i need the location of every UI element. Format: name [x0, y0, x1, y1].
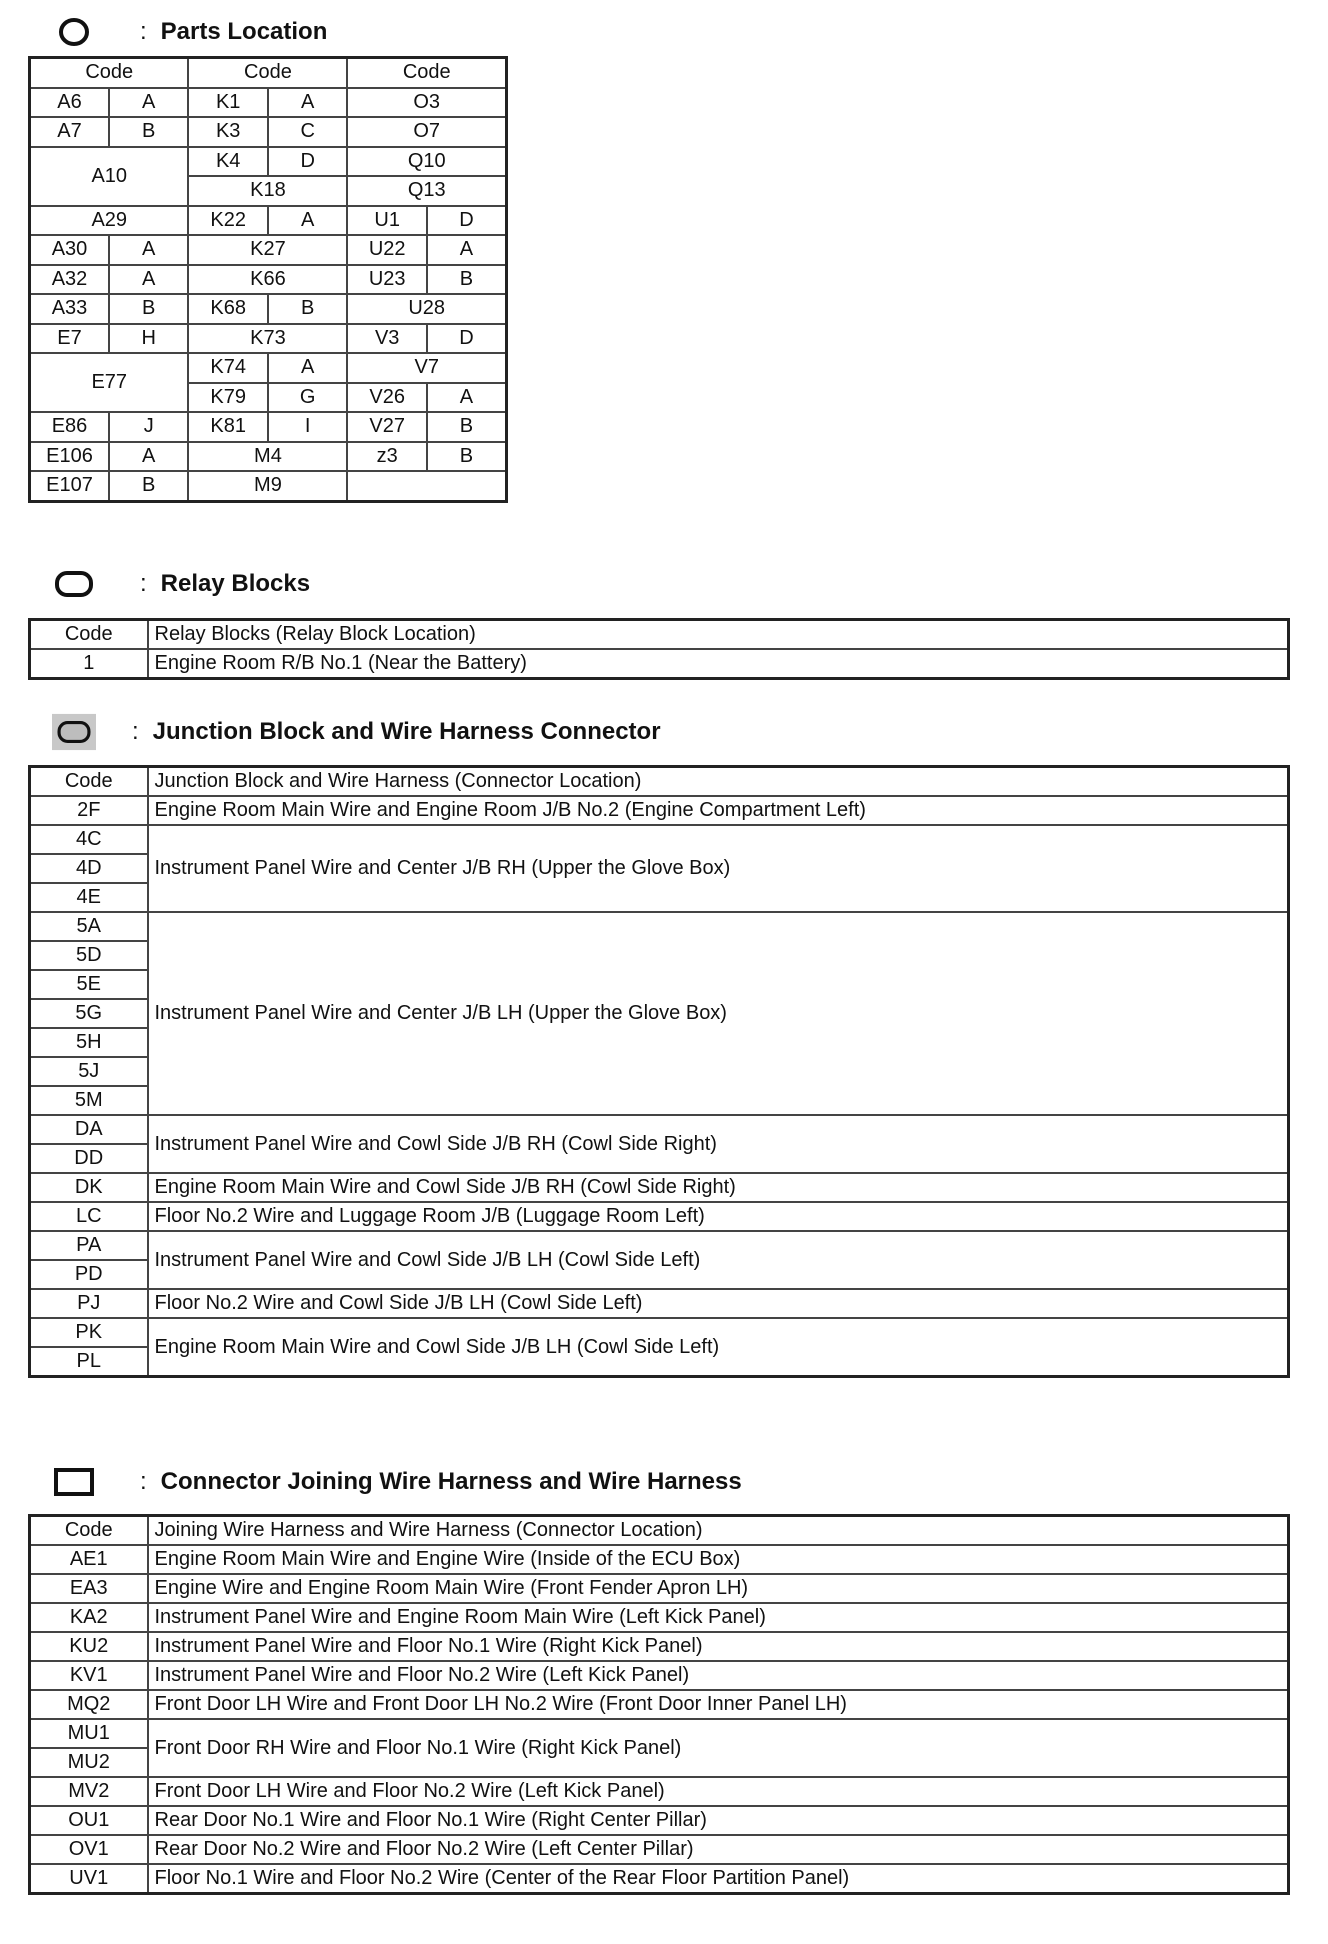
code-cell: 4E: [30, 883, 148, 912]
connector-cell: B: [427, 265, 507, 295]
table-header-row: [30, 58, 507, 88]
code-cell: V26: [347, 383, 426, 413]
connector-cell: B: [109, 294, 188, 324]
shaded-rounded-rect-icon: [52, 717, 96, 747]
connector-cell: A: [427, 235, 507, 265]
code-cell: K68: [188, 294, 267, 324]
code-cell: PJ: [30, 1289, 148, 1318]
code-cell: K73: [188, 324, 347, 354]
code-cell: KA2: [30, 1603, 148, 1632]
table-row: [30, 147, 507, 177]
desc-cell: Floor No.2 Wire and Cowl Side J/B LH (Cowl Side Left): [148, 1289, 1289, 1318]
code-cell: 1: [30, 649, 148, 679]
table-row: [30, 412, 507, 442]
section-title: Junction Block and Wire Harness Connector: [152, 718, 661, 745]
header-desc: Relay Blocks (Relay Block Location): [148, 620, 1289, 650]
code-cell: K81: [188, 412, 267, 442]
code-cell: 4C: [30, 825, 148, 854]
connector-cell: J: [109, 412, 188, 442]
connector-cell: I: [268, 412, 347, 442]
desc-cell: Engine Room Main Wire and Engine Room J/B No.2 (Engine Compartment Left): [148, 796, 1289, 825]
parts-location-heading: : Parts Location: [52, 14, 327, 50]
connector-cell: D: [268, 147, 347, 177]
connector-cell: A: [427, 383, 507, 413]
table-row: [30, 294, 507, 324]
desc-cell: Engine Room Main Wire and Cowl Side J/B RH (Cowl Side Right): [148, 1173, 1289, 1202]
table-row: [30, 471, 507, 501]
table-header-row: [30, 620, 1289, 650]
code-cell: 5M: [30, 1086, 148, 1115]
code-cell: MU1: [30, 1719, 148, 1748]
desc-cell: Instrument Panel Wire and Engine Room Main Wire (Left Kick Panel): [148, 1603, 1289, 1632]
connector-joining-heading: : Connector Joining Wire Harness and Wire Harness: [52, 1464, 742, 1500]
rounded-rect-icon: [52, 569, 96, 599]
table-row: [30, 324, 507, 354]
table-header-row: [30, 1516, 1289, 1546]
code-cell: Q13: [347, 176, 506, 206]
table-row: [30, 1661, 1289, 1690]
code-cell: 5J: [30, 1057, 148, 1086]
code-cell: MQ2: [30, 1690, 148, 1719]
connector-cell: D: [427, 206, 507, 236]
code-cell: 5E: [30, 970, 148, 999]
desc-cell: Instrument Panel Wire and Cowl Side J/B LH (Cowl Side Left): [148, 1231, 1289, 1289]
code-cell: K79: [188, 383, 267, 413]
desc-cell: Engine Room Main Wire and Cowl Side J/B LH (Cowl Side Left): [148, 1318, 1289, 1377]
header-code: Code: [30, 620, 148, 650]
code-cell: 5D: [30, 941, 148, 970]
desc-cell: Instrument Panel Wire and Center J/B LH (Upper the Glove Box): [148, 912, 1289, 1115]
connector-cell: A: [109, 88, 188, 118]
code-cell: MU2: [30, 1748, 148, 1777]
table-row: [30, 88, 507, 118]
code-cell: V7: [347, 353, 506, 383]
code-cell: E7: [30, 324, 109, 354]
relay-blocks-heading: : Relay Blocks: [52, 566, 310, 602]
connector-cell: H: [109, 324, 188, 354]
code-cell: DK: [30, 1173, 148, 1202]
code-cell: OU1: [30, 1806, 148, 1835]
code-cell: E107: [30, 471, 109, 501]
code-cell: O3: [347, 88, 506, 118]
code-cell: A29: [30, 206, 189, 236]
code-cell: E77: [30, 353, 189, 412]
code-cell: K66: [188, 265, 347, 295]
table-row: [30, 1835, 1289, 1864]
code-cell: z3: [347, 442, 426, 472]
rectangle-icon: [52, 1467, 96, 1497]
code-cell: KV1: [30, 1661, 148, 1690]
desc-cell: Front Door LH Wire and Floor No.2 Wire (Left Kick Panel): [148, 1777, 1289, 1806]
desc-cell: Front Door RH Wire and Floor No.1 Wire (Right Kick Panel): [148, 1719, 1289, 1777]
code-cell: 2F: [30, 796, 148, 825]
code-cell: U22: [347, 235, 426, 265]
desc-cell: Rear Door No.1 Wire and Floor No.1 Wire (Right Center Pillar): [148, 1806, 1289, 1835]
connector-cell: C: [268, 117, 347, 147]
table-row: [30, 1231, 1289, 1260]
table-row: [30, 1603, 1289, 1632]
code-cell: PD: [30, 1260, 148, 1289]
connector-cell: B: [268, 294, 347, 324]
table-row: [30, 912, 1289, 941]
desc-cell: Instrument Panel Wire and Center J/B RH (Upper the Glove Box): [148, 825, 1289, 912]
code-cell: V3: [347, 324, 426, 354]
code-cell: K22: [188, 206, 267, 236]
code-cell: 4D: [30, 854, 148, 883]
code-cell: DD: [30, 1144, 148, 1173]
connector-cell: A: [268, 88, 347, 118]
code-cell: K3: [188, 117, 267, 147]
table-header-row: [30, 767, 1289, 797]
code-cell: V27: [347, 412, 426, 442]
connector-cell: A: [109, 235, 188, 265]
code-cell: EA3: [30, 1574, 148, 1603]
code-cell: K74: [188, 353, 267, 383]
code-cell: PK: [30, 1318, 148, 1347]
section-title: Connector Joining Wire Harness and Wire Harness: [160, 1468, 742, 1495]
table-row: [30, 1632, 1289, 1661]
header-code: Code: [30, 767, 148, 797]
parts-location-table: [28, 56, 508, 503]
connector-cell: G: [268, 383, 347, 413]
desc-cell: Floor No.1 Wire and Floor No.2 Wire (Center of the Rear Floor Partition Panel): [148, 1864, 1289, 1894]
junction-block-heading: : Junction Block and Wire Harness Connector: [52, 714, 661, 750]
code-cell: Q10: [347, 147, 506, 177]
code-cell: OV1: [30, 1835, 148, 1864]
code-cell: K1: [188, 88, 267, 118]
desc-cell: Instrument Panel Wire and Cowl Side J/B RH (Cowl Side Right): [148, 1115, 1289, 1173]
code-cell: 5G: [30, 999, 148, 1028]
table-row: [30, 649, 1289, 679]
desc-cell: Front Door LH Wire and Front Door LH No.2 Wire (Front Door Inner Panel LH): [148, 1690, 1289, 1719]
table-row: [30, 1719, 1289, 1748]
desc-cell: Engine Wire and Engine Room Main Wire (Front Fender Apron LH): [148, 1574, 1289, 1603]
table-row: [30, 442, 507, 472]
connector-cell: A: [268, 353, 347, 383]
relay-blocks-table: [28, 618, 1290, 680]
junction-block-table: [28, 765, 1290, 1378]
table-row: [30, 1690, 1289, 1719]
desc-cell: Instrument Panel Wire and Floor No.2 Wire (Left Kick Panel): [148, 1661, 1289, 1690]
connector-joining-table: [28, 1514, 1290, 1895]
table-row: [30, 825, 1289, 854]
table-row: [30, 796, 1289, 825]
section-title: Parts Location: [160, 18, 328, 45]
desc-cell: Engine Room Main Wire and Engine Wire (Inside of the ECU Box): [148, 1545, 1289, 1574]
table-row: [30, 1777, 1289, 1806]
code-cell: AE1: [30, 1545, 148, 1574]
header-code: Code: [30, 58, 189, 88]
code-cell: PL: [30, 1347, 148, 1377]
code-cell: [347, 471, 506, 501]
connector-cell: B: [427, 442, 507, 472]
code-cell: A6: [30, 88, 109, 118]
connector-cell: B: [109, 471, 188, 501]
desc-cell: Engine Room R/B No.1 (Near the Battery): [148, 649, 1289, 679]
connector-cell: D: [427, 324, 507, 354]
code-cell: E86: [30, 412, 109, 442]
code-cell: M4: [188, 442, 347, 472]
connector-cell: A: [109, 442, 188, 472]
code-cell: A7: [30, 117, 109, 147]
code-cell: LC: [30, 1202, 148, 1231]
connector-cell: A: [109, 265, 188, 295]
code-cell: DA: [30, 1115, 148, 1144]
header-code: Code: [347, 58, 506, 88]
table-row: [30, 353, 507, 383]
table-row: [30, 1318, 1289, 1347]
code-cell: PA: [30, 1231, 148, 1260]
code-cell: A10: [30, 147, 189, 206]
code-cell: U1: [347, 206, 426, 236]
connector-cell: B: [109, 117, 188, 147]
code-cell: K4: [188, 147, 267, 177]
code-cell: M9: [188, 471, 347, 501]
code-cell: A30: [30, 235, 109, 265]
code-cell: KU2: [30, 1632, 148, 1661]
table-row: [30, 1864, 1289, 1894]
table-row: [30, 117, 507, 147]
code-cell: K27: [188, 235, 347, 265]
code-cell: O7: [347, 117, 506, 147]
table-row: [30, 206, 507, 236]
table-row: [30, 1574, 1289, 1603]
circle-icon: [52, 17, 96, 47]
code-cell: 5H: [30, 1028, 148, 1057]
desc-cell: Floor No.2 Wire and Luggage Room J/B (Luggage Room Left): [148, 1202, 1289, 1231]
desc-cell: Rear Door No.2 Wire and Floor No.2 Wire (Left Center Pillar): [148, 1835, 1289, 1864]
table-row: [30, 235, 507, 265]
header-code: Code: [30, 1516, 148, 1546]
code-cell: A32: [30, 265, 109, 295]
header-desc: Joining Wire Harness and Wire Harness (Connector Location): [148, 1516, 1289, 1546]
code-cell: UV1: [30, 1864, 148, 1894]
code-cell: U28: [347, 294, 506, 324]
table-row: [30, 1173, 1289, 1202]
table-row: [30, 265, 507, 295]
header-desc: Junction Block and Wire Harness (Connector Location): [148, 767, 1289, 797]
connector-cell: A: [268, 206, 347, 236]
table-row: [30, 1115, 1289, 1144]
code-cell: E106: [30, 442, 109, 472]
table-row: [30, 1806, 1289, 1835]
table-row: [30, 1289, 1289, 1318]
connector-cell: B: [427, 412, 507, 442]
table-row: [30, 1202, 1289, 1231]
code-cell: MV2: [30, 1777, 148, 1806]
code-cell: A33: [30, 294, 109, 324]
code-cell: 5A: [30, 912, 148, 941]
table-row: [30, 1545, 1289, 1574]
code-cell: U23: [347, 265, 426, 295]
header-code: Code: [188, 58, 347, 88]
code-cell: K18: [188, 176, 347, 206]
desc-cell: Instrument Panel Wire and Floor No.1 Wire (Right Kick Panel): [148, 1632, 1289, 1661]
section-title: Relay Blocks: [160, 570, 311, 597]
